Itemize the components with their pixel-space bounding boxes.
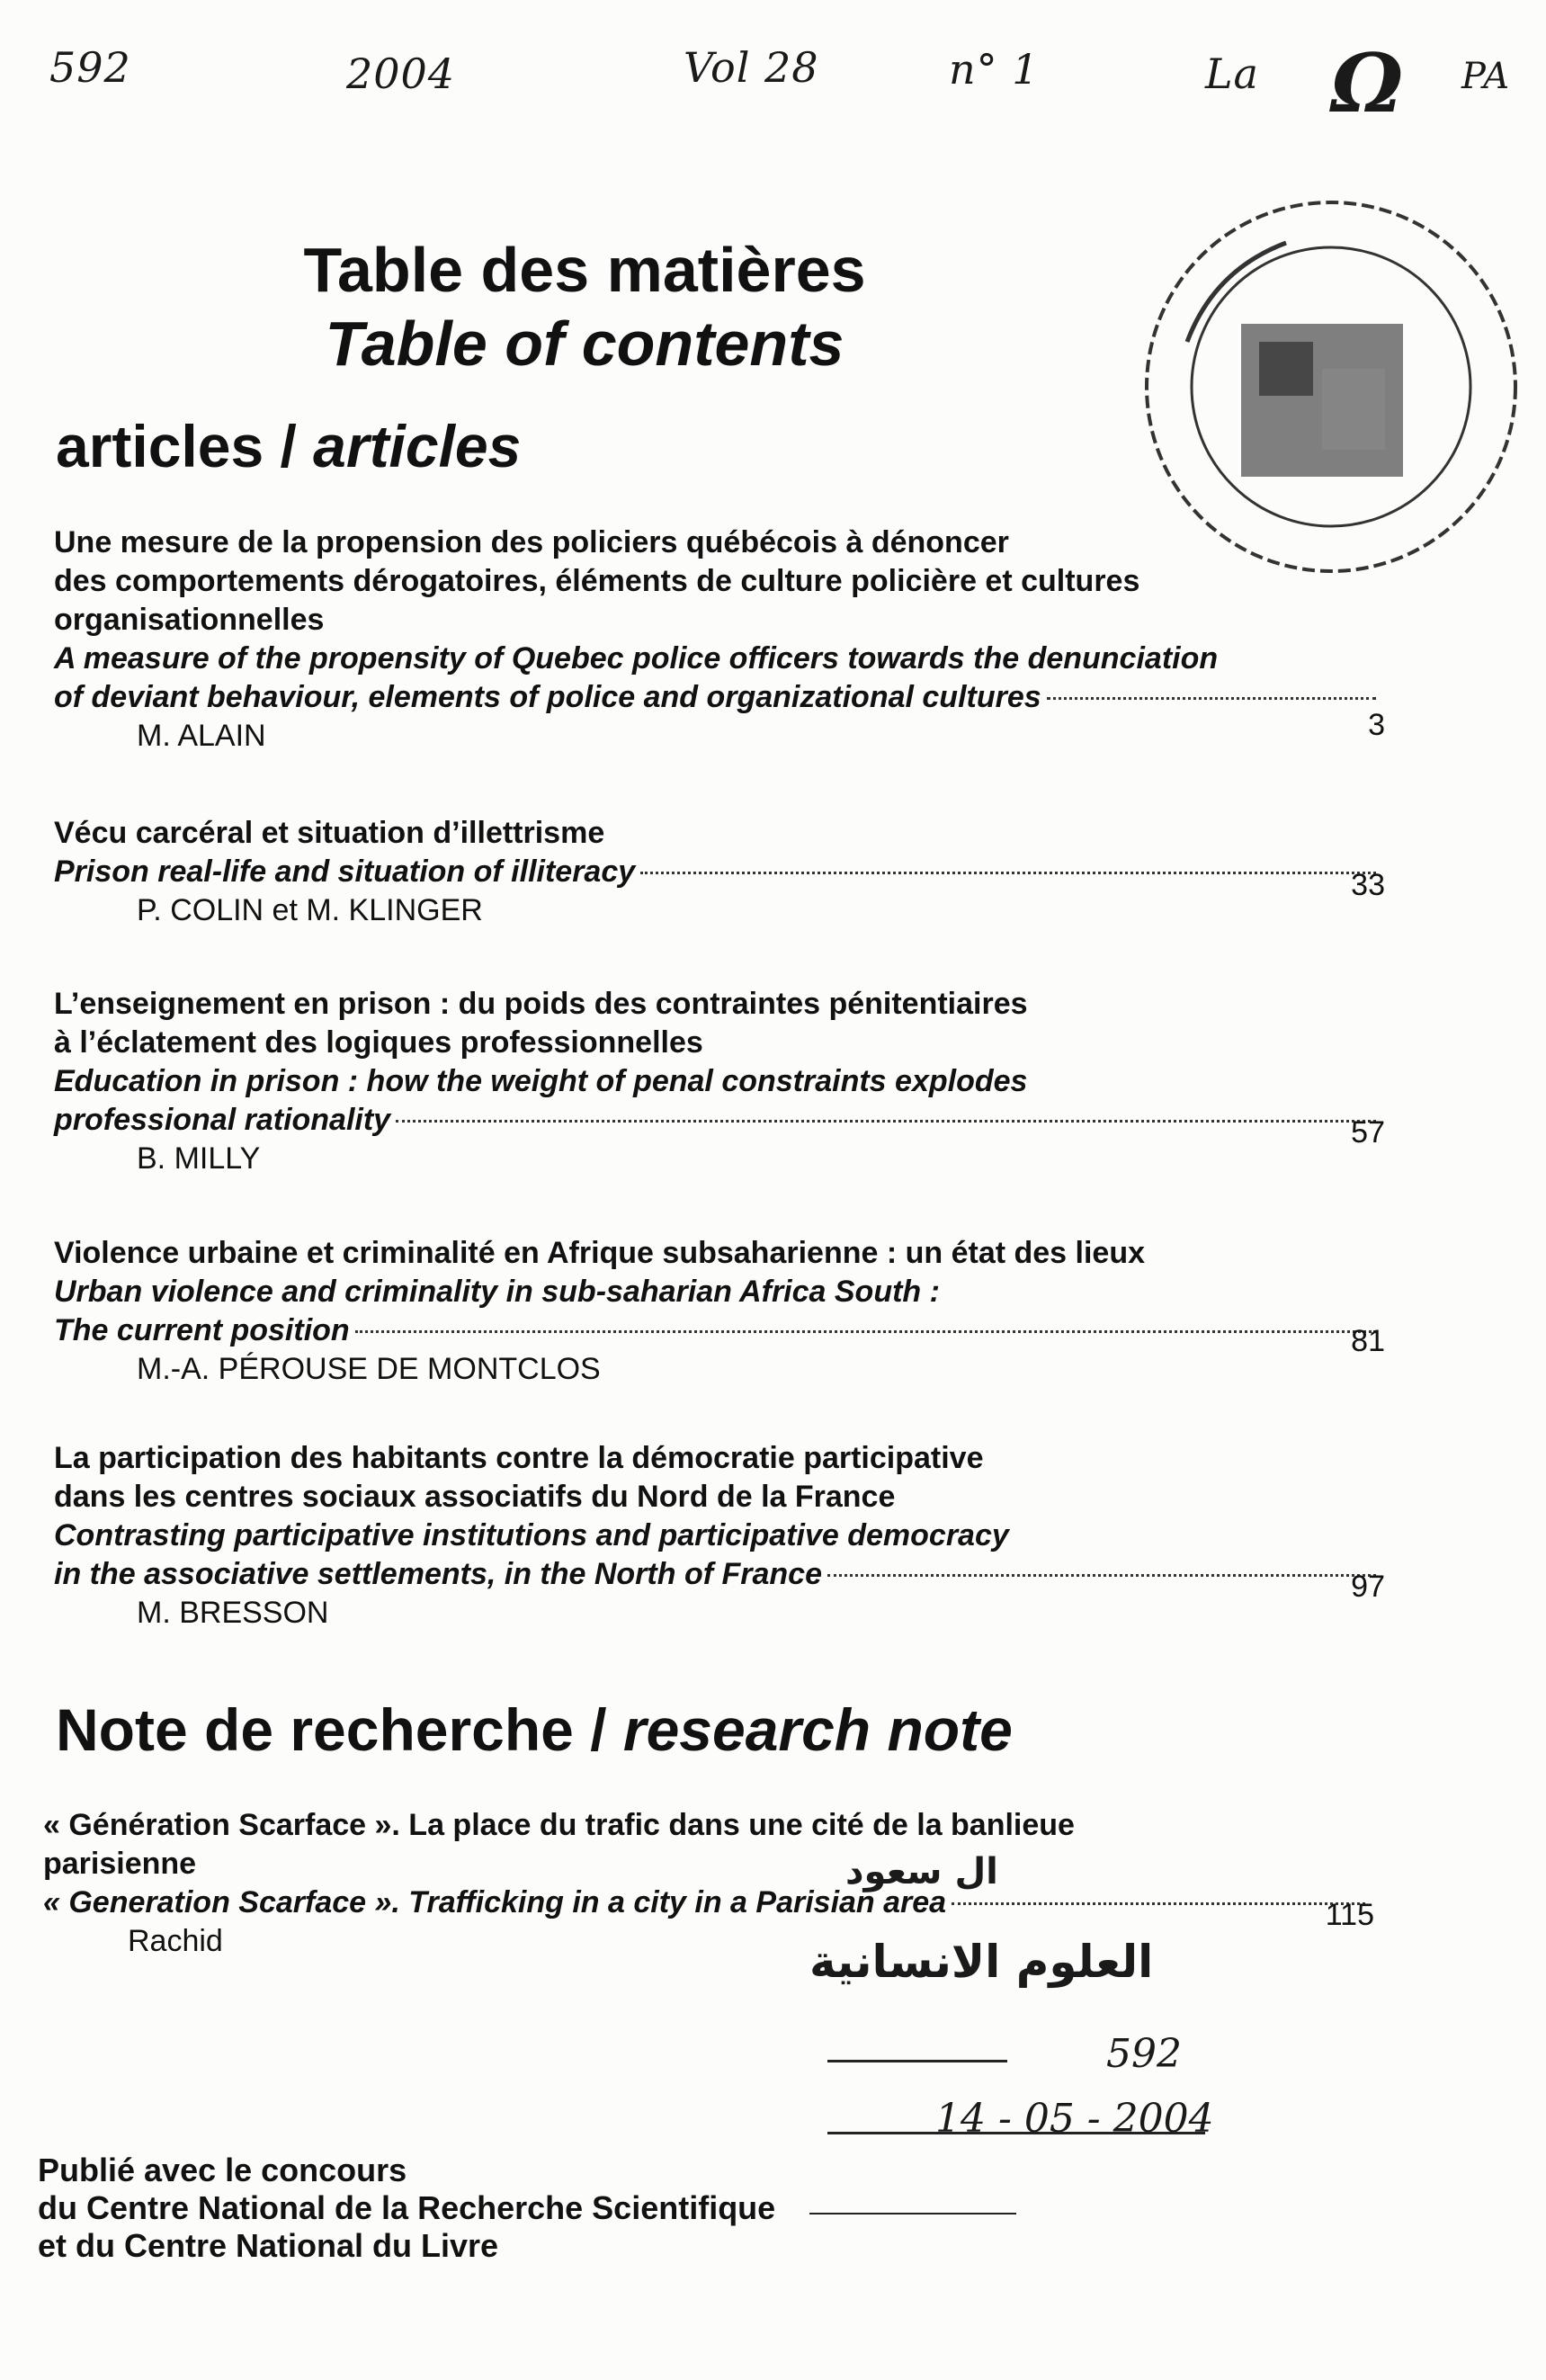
entry-page-number: 33 bbox=[1351, 868, 1385, 902]
entry-title-fr: à l’éclatement des logiques professionnelles bbox=[54, 1025, 703, 1060]
entry-title-fr: L’enseignement en prison : du poids des contraintes pénitentiaires bbox=[54, 987, 1028, 1021]
section-heading-en: articles bbox=[313, 413, 522, 479]
toc-entry[interactable] bbox=[54, 523, 1385, 756]
handwritten-note: n° 1 bbox=[949, 45, 1040, 94]
leader-dots bbox=[396, 1120, 1376, 1123]
entry-title-en-text: « Generation Scarface ». Trafficking in a city in a Parisian area bbox=[43, 1885, 947, 1919]
entry-page-number: 115 bbox=[1325, 1898, 1374, 1932]
handwritten-arabic-note: ال سعود bbox=[845, 1851, 998, 1892]
section-heading-en: research note bbox=[622, 1696, 1013, 1763]
section-heading-articles bbox=[56, 412, 521, 480]
entry-title-fr: Violence urbaine et criminalité en Afrique subsaharienne : un état des lieux bbox=[54, 1236, 1146, 1270]
toc-entry[interactable] bbox=[43, 1806, 1374, 1961]
entry-title-fr: Vécu carcéral et situation d’illettrisme bbox=[54, 816, 605, 850]
entry-title-en-last bbox=[54, 1311, 1385, 1350]
entry-title-fr: Une mesure de la propension des policiers québécois à dénoncer bbox=[54, 525, 1009, 559]
entry-author: B. MILLY bbox=[137, 1141, 261, 1176]
section-heading-research bbox=[56, 1696, 1013, 1764]
entry-title-en-last bbox=[54, 1101, 1385, 1140]
handwritten-note: 592 bbox=[49, 43, 131, 92]
entry-title-en-text: of deviant behaviour, elements of police and organizational cultures bbox=[54, 680, 1041, 714]
page-subtitle: Table of contents bbox=[325, 309, 844, 379]
toc-entry[interactable] bbox=[54, 1439, 1385, 1633]
handwritten-arabic-note: العلوم الانسانية bbox=[809, 1936, 1154, 1988]
handwritten-note: Ω bbox=[1331, 36, 1405, 131]
entry-title-fr: parisienne bbox=[43, 1847, 197, 1881]
handwritten-note: 2004 bbox=[346, 49, 456, 98]
handwritten-rule bbox=[827, 2060, 1007, 2062]
entry-title-en-text: Prison real-life and situation of illiteracy bbox=[54, 854, 636, 889]
entry-title-en-text: The current position bbox=[54, 1313, 350, 1347]
entry-title-en: Contrasting participative institutions and participative democracy bbox=[54, 1518, 1009, 1552]
handwritten-note: La bbox=[1205, 49, 1259, 98]
entry-title-en-text: in the associative settlements, in the North of France bbox=[54, 1557, 822, 1591]
entry-author: M. BRESSON bbox=[137, 1596, 329, 1630]
handwritten-note: Vol 28 bbox=[684, 43, 819, 92]
entry-title-en-last bbox=[43, 1883, 1374, 1922]
handwritten-code: 592 bbox=[1106, 2031, 1182, 2077]
leader-dots bbox=[640, 872, 1376, 874]
entry-title-fr: « Génération Scarface ». La place du trafic dans une cité de la banlieue bbox=[43, 1808, 1075, 1842]
entry-title-fr: dans les centres sociaux associatifs du Nord de la France bbox=[54, 1480, 896, 1514]
entry-author: M.-A. PÉROUSE DE MONTCLOS bbox=[137, 1352, 601, 1386]
entry-page-number: 97 bbox=[1351, 1570, 1385, 1604]
entry-title-en: Urban violence and criminality in sub-saharian Africa South : bbox=[54, 1275, 940, 1309]
entry-title-en: A measure of the propensity of Quebec police officers towards the denunciation bbox=[54, 641, 1219, 676]
leader-dots bbox=[1047, 697, 1376, 700]
entry-title-fr: organisationnelles bbox=[54, 603, 325, 637]
toc-entry[interactable] bbox=[54, 985, 1385, 1178]
entry-page-number: 3 bbox=[1368, 708, 1385, 742]
leader-dots bbox=[827, 1574, 1376, 1577]
entry-title-en-last bbox=[54, 1555, 1385, 1594]
entry-author: Rachid bbox=[128, 1924, 223, 1958]
entry-author: M. ALAIN bbox=[137, 719, 266, 753]
entry-title-en-text: professional rationality bbox=[54, 1103, 391, 1137]
entry-title-fr: des comportements dérogatoires, éléments de culture policière et cultures bbox=[54, 564, 1140, 598]
entry-page-number: 57 bbox=[1351, 1115, 1385, 1150]
toc-entry[interactable] bbox=[54, 1234, 1385, 1389]
handwritten-date: 14 - 05 - 2004 bbox=[935, 2096, 1214, 2142]
section-heading-fr: articles / bbox=[56, 413, 314, 479]
entry-author: P. COLIN et M. KLINGER bbox=[137, 893, 483, 927]
footer-line: Publié avec le concours bbox=[38, 2152, 407, 2188]
entry-title-en-last bbox=[54, 678, 1385, 717]
section-heading-fr: Note de recherche / bbox=[56, 1696, 623, 1763]
page-title: Table des matières bbox=[303, 235, 866, 305]
toc-entry[interactable] bbox=[54, 814, 1385, 930]
leader-dots bbox=[355, 1330, 1376, 1333]
entry-page-number: 81 bbox=[1351, 1324, 1385, 1358]
handwritten-note: PA bbox=[1461, 56, 1511, 97]
footer-line: du Centre National de la Recherche Scientifique bbox=[38, 2189, 776, 2226]
entry-title-en-last bbox=[54, 853, 1385, 891]
footer-line: et du Centre National du Livre bbox=[38, 2227, 499, 2264]
entry-title-en: Education in prison : how the weight of penal constraints explodes bbox=[54, 1064, 1028, 1098]
entry-title-fr: La participation des habitants contre la démocratie participative bbox=[54, 1441, 984, 1475]
handwritten-rule bbox=[809, 2213, 1016, 2214]
footer-credits bbox=[38, 2152, 775, 2265]
